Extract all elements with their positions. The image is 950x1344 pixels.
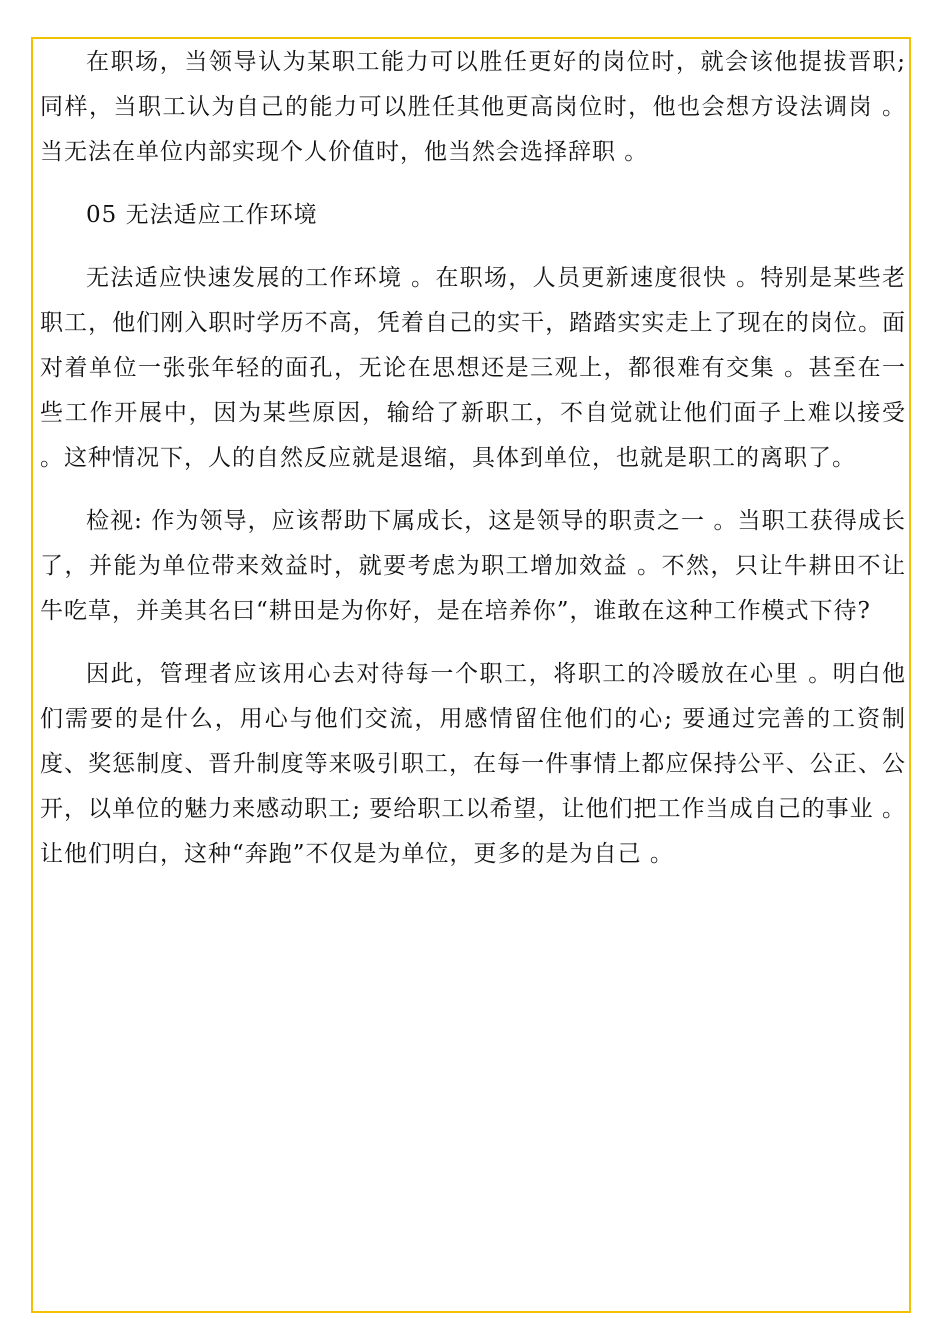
paragraph-conclusion: 因此，管理者应该用心去对待每一个职工，将职工的冷暖放在心里 。明白他们需要的是什么，用心与他们交流，用感情留住他们的心; 要通过完善的工资制度、奖惩制度、晋升制度等来吸引职工，在每一件事情上都应保持公平、公正、公开，以单位的魅力来感动职工; 要给职工以希望，让他们把工作当成自己的事业 。让他们明白，这种“奔跑”不仅是为单位，更多的是为自己 。 bbox=[40, 661, 906, 867]
paragraph-environment: 无法适应快速发展的工作环境 。在职场，人员更新速度很快 。特别是某些老职工，他们刚入职时学历不高，凭着自己的实干，踏踏实实走上了现在的岗位。面对着单位一张张年轻的面孔，无论在思想还是三观上，都很难有交集 。甚至在一些工作开展中，因为某些原因，输给了新职工，不自觉就让他们面子上难以接受 。这种情况下，人的自然反应就是退缩，具体到单位，也就是职工的离职了。 bbox=[40, 265, 906, 471]
paragraph-promotion: 在职场，当领导认为某职工能力可以胜任更好的岗位时，就会该他提拔晋职; 同样，当职工认为自己的能力可以胜任其他更高岗位时，他也会想方设法调岗 。当无法在单位内部实现个人价值时，他当然会选择辞职 。 bbox=[40, 49, 906, 165]
paragraph-review: 检视: 作为领导，应该帮助下属成长，这是领导的职责之一 。当职工获得成长了，并能为单位带来效益时，就要考虑为职工增加效益 。不然，只让牛耕田不让牛吃草，并美其名曰“耕田是为你好，是在培养你”，谁敢在这种工作模式下待? bbox=[40, 508, 906, 624]
document-body bbox=[40, 40, 906, 895]
section-heading: 05 无法适应工作环境 bbox=[86, 202, 318, 228]
